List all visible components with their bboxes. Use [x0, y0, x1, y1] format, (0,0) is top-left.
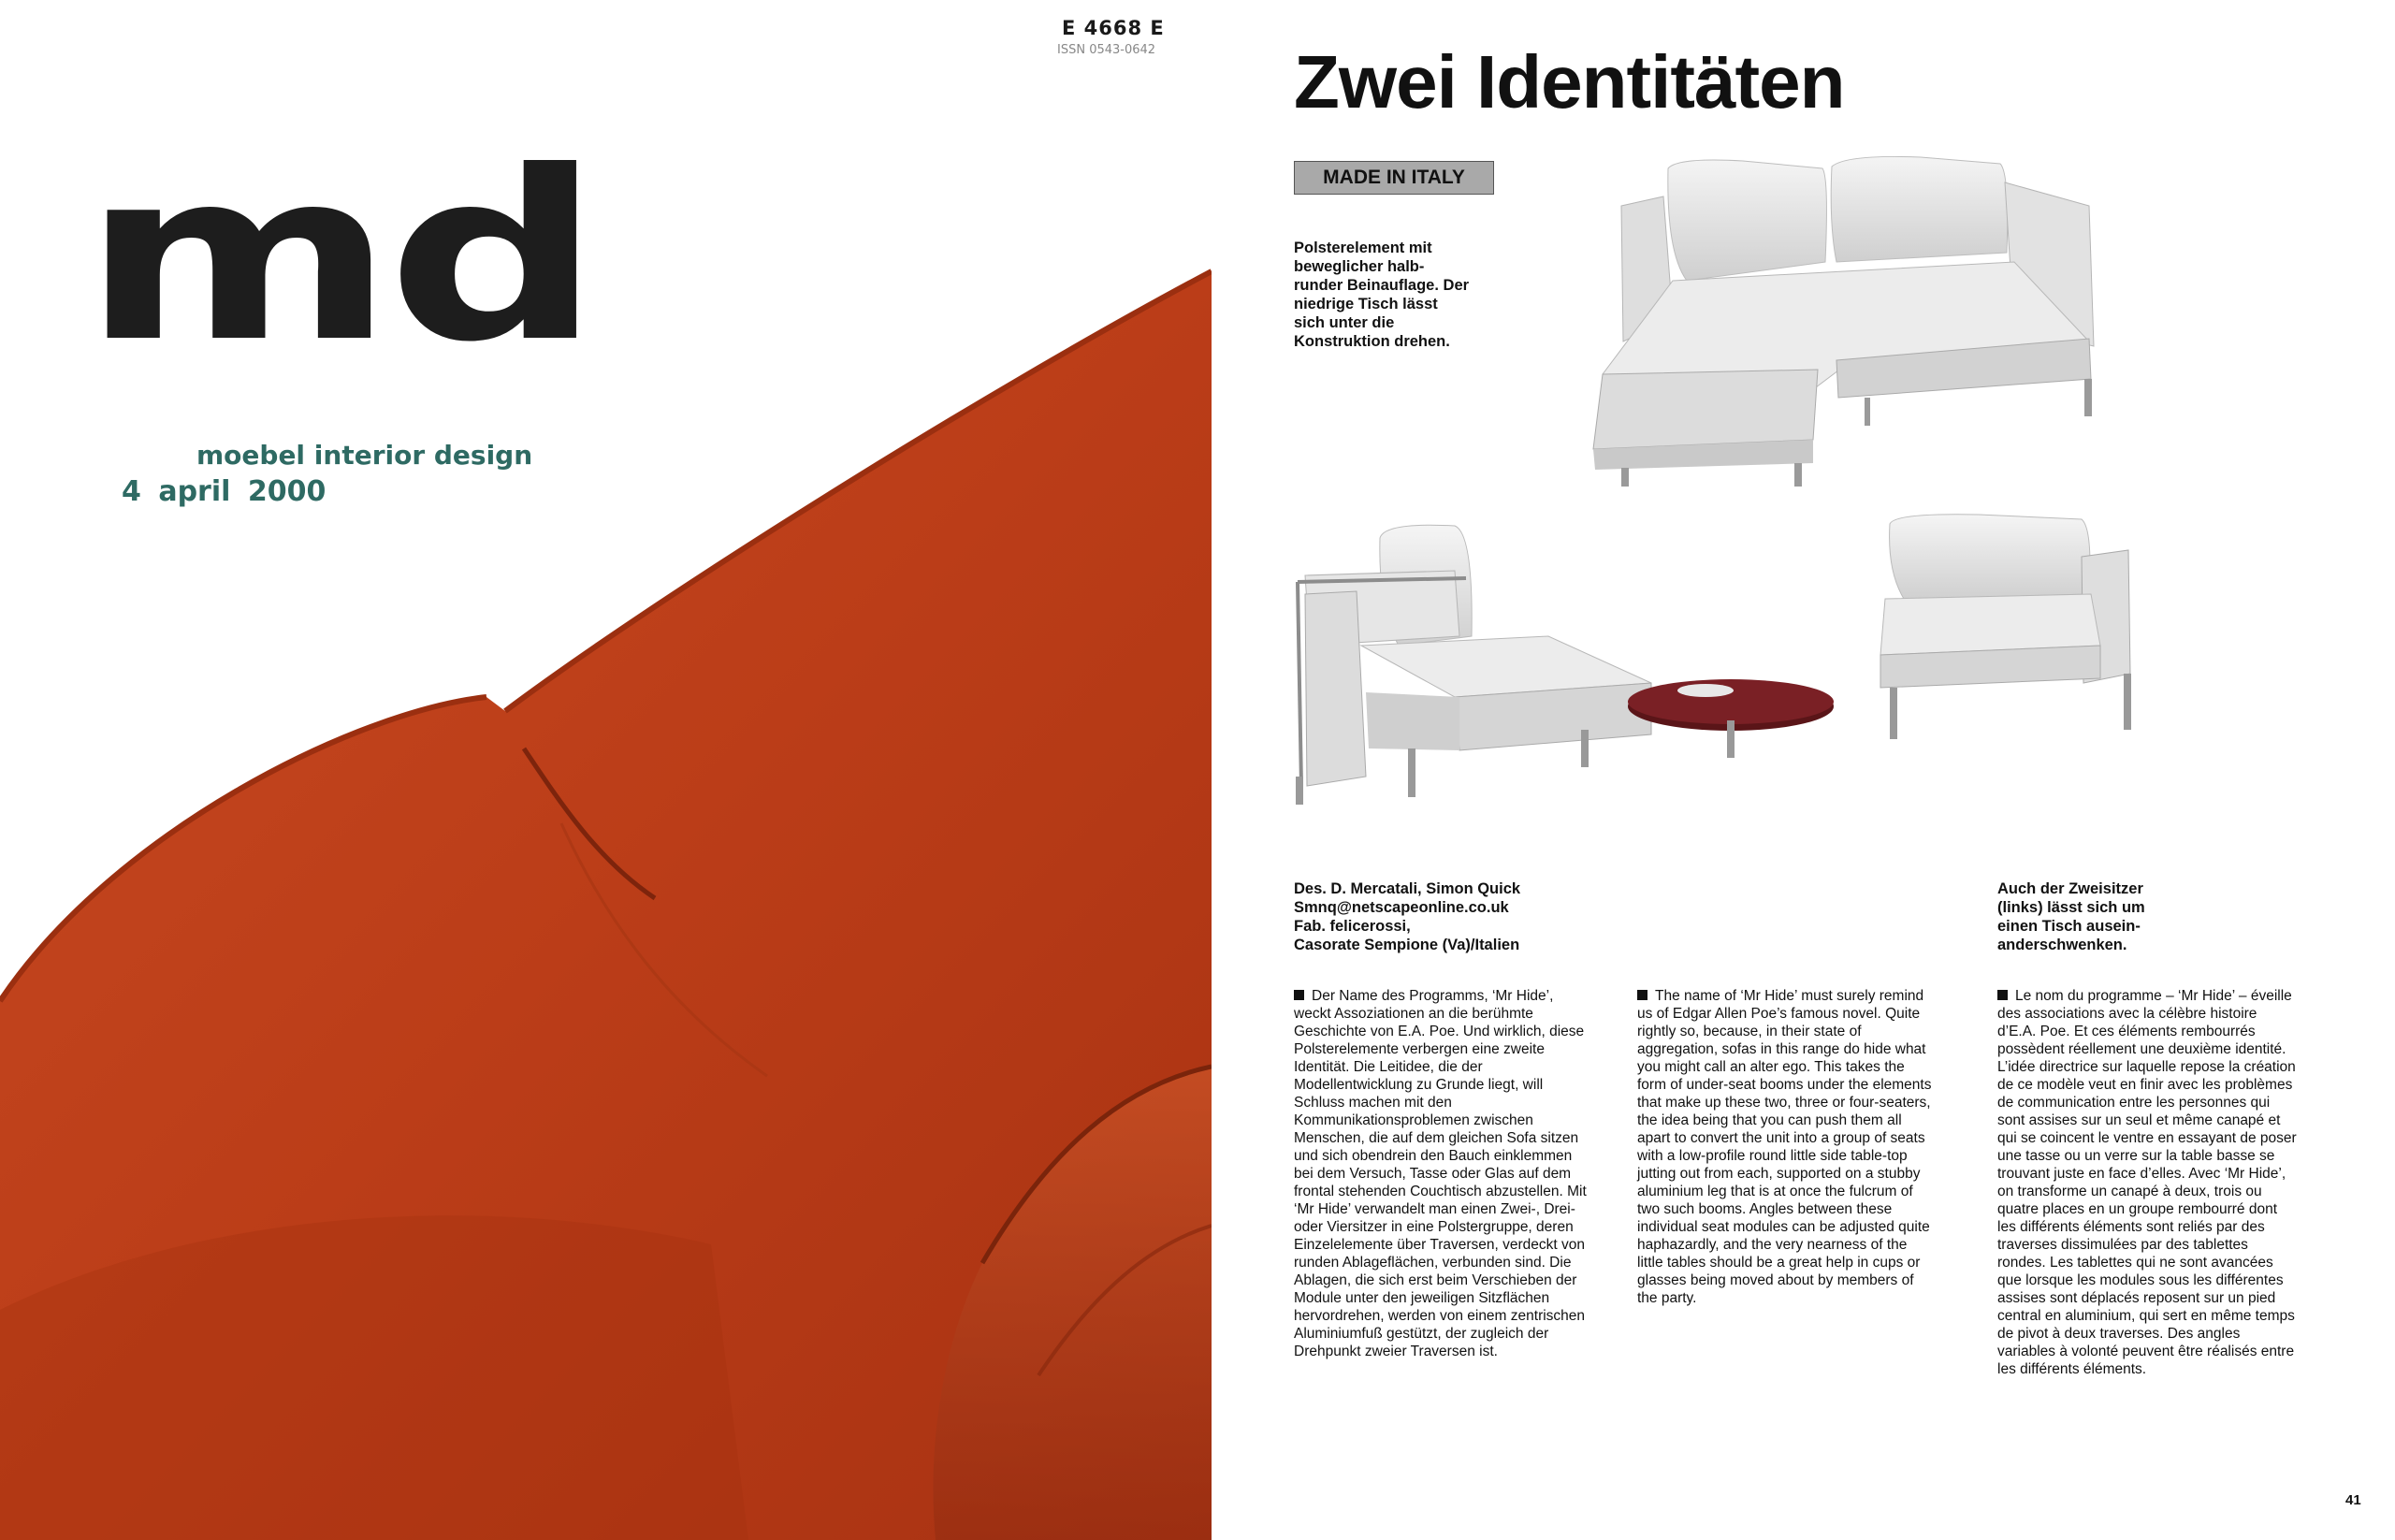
body-text-german: Der Name des Programms, ‘Mr Hide’, weckt Assoziationen an die berühmte Geschichte von E.A. Poe. Und wirklich, diese Polsterelemente verbergen eine zweite Identität. Die Leitidee, die der Modellentwicklung zu Grunde liegt, will Schluss machen mit den Kommunikationsproblemen zwischen Menschen, die auf dem gleichen Sofa sitzen und sich obendrein den Bauch einklemmen bei dem Versuch, Tasse oder Glas auf dem frontal stehenden Couchtisch abzustellen. Mit ‘Mr Hide’ verwandelt man einen Zwei-, Drei- oder Viersitzer in eine Polstergruppe, deren Einzelelemente über Traversen, verdeckt von runden Ablageflächen, verbunden sind. Die Ablagen, die sich erst beim Verschieben der Module unter den jeweiligen Sitzflächen hervordrehen, werden von einem zentrischen Aluminiumfuß gestützt, der zugleich der Drehpunkt zweier Traversen ist.: [1294, 988, 1587, 1359]
magazine-logo: md: [82, 121, 595, 393]
body-text-french: Le nom du programme – ‘Mr Hide’ – éveille des associations avec la célèbre histoire d’E.A. Poe. Et ces éléments rembourrés possèdent réellement une deuxième identité. L’idée directrice sur laquelle repose la création de ce modèle veut en finir avec les problèmes de communication entre les personnes qui sont assises sur un seul et même canapé et qui se coincent le ventre en essayant de poser une tasse ou un verre sur la table basse se trouvant juste en face d’elles. Avec ‘Mr Hide’, on transforme un canapé à deux, trois ou quatre places en un groupe rembourré dont les différents éléments sont reliés par des traverses dissimulées par des tablettes rondes. Les tablettes qui ne sont avancées que lorsque les modules sous les différentes assises sont déplacés reposent sur un pied central en aluminium, qui sert en même temps de pivot à deux traverses. Des angles variables à volonté peuvent être réalisés entre les différents éléments.: [1997, 988, 2297, 1377]
issn-number: ISSN 0543-0642: [1057, 43, 1156, 57]
photo-caption-top: Polsterelement mit beweglicher halb-runder Beinauflage. Der niedrige Tisch lässt sich unter die Konstruktion drehen.: [1294, 240, 1470, 350]
bullet-square-icon: [1637, 990, 1647, 1000]
barcode-code: E 4668 E: [1062, 17, 1165, 39]
design-credits: [1294, 879, 1612, 954]
issue-date: 4 april 2000: [122, 475, 327, 508]
body-column-french: [1997, 987, 2297, 1378]
bullet-square-icon: [1294, 990, 1304, 1000]
credit-manufacturer: Fab. felicerossi,: [1294, 918, 1411, 935]
body-text-english: The name of ‘Mr Hide’ must surely remind us of Edgar Allen Poe’s famous novel. Quite rightly so, because, in their state of aggregation, sofas in this range do hide what you might call an alter ego. This takes the form of under-seat booms under the elements that make up these two, three or four-seaters, the idea being that you can push them all apart to convert the unit into a group of seats with a low-profile round little side table-top jutting out from each, supported on a stubby aluminium leg that is at once the fulcrum of two such booms. Angles between these individual seat modules can be adjusted quite haphazardly, and the very nearness of the little tables should be a great help in cups or glasses being moved about by members of the party.: [1637, 988, 1932, 1306]
magazine-subtitle: moebel interior design: [196, 440, 533, 471]
credit-designer: Des. D. Mercatali, Simon Quick: [1294, 880, 1521, 897]
page-number: 41: [2345, 1492, 2361, 1508]
corner-sofa-photo: [1584, 140, 2183, 505]
credit-location: Casorate Sempione (Va)/Italien: [1294, 937, 1520, 953]
made-in-italy-badge: MADE IN ITALY: [1294, 161, 1494, 195]
body-column-german: [1294, 987, 1593, 1360]
photo-caption-right: Auch der Zweisitzer (links) lässt sich um einen Tisch ausein-anderschwenken.: [1997, 880, 2145, 953]
credit-email: Smnq@netscapeonline.co.uk: [1294, 899, 1509, 916]
article-headline: Zwei Identitäten: [1294, 40, 1845, 123]
article-page: [1212, 0, 2395, 1540]
bullet-square-icon: [1997, 990, 2008, 1000]
split-sofa-with-table-photo: [1268, 505, 2372, 847]
body-column-english: [1637, 987, 1937, 1307]
